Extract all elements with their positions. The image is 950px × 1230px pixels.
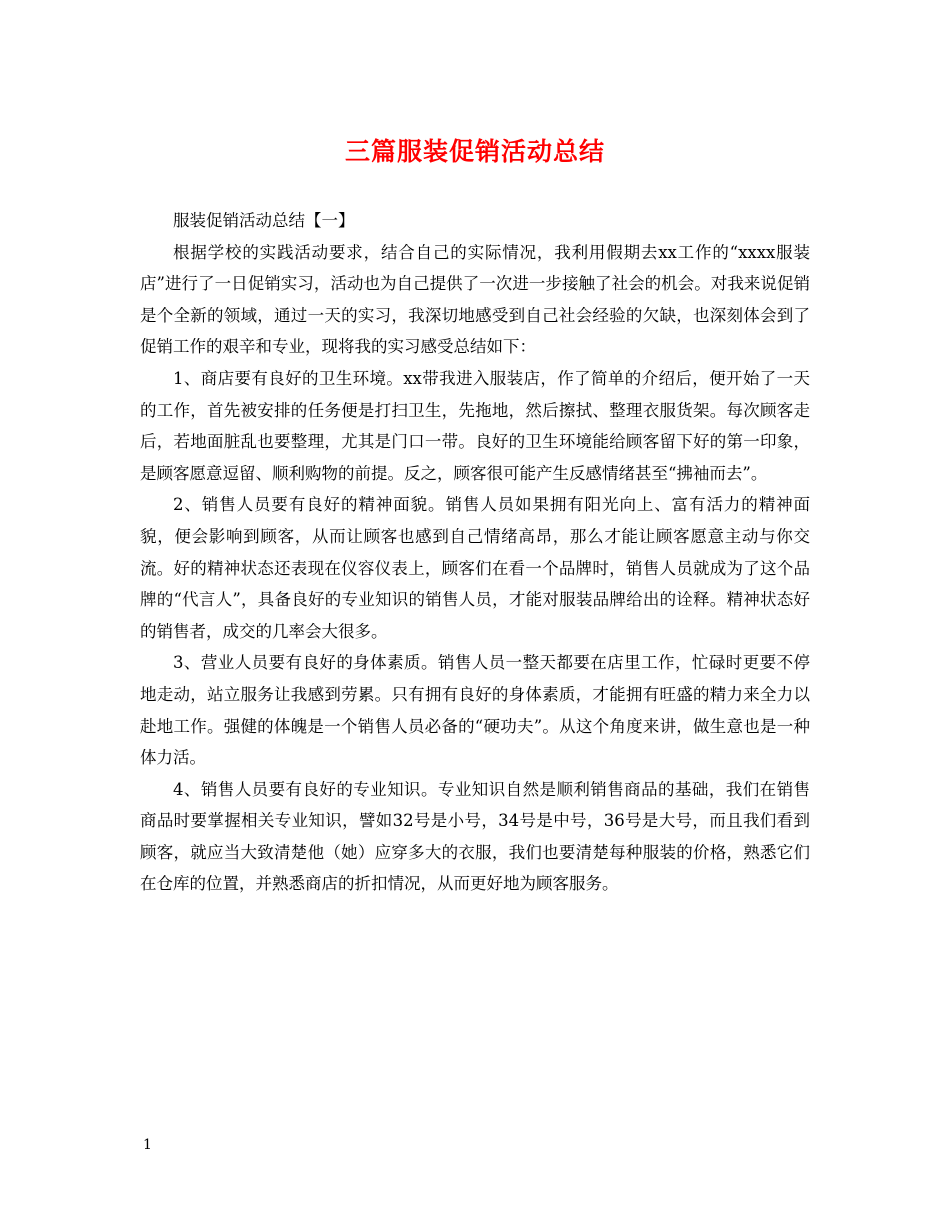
document-title: 三篇服装促销活动总结	[344, 137, 605, 166]
paragraph-physical: 3、营业人员要有良好的身体素质。销售人员一整天都要在店里工作，忙碌时更要不停地走动，站立服务让我感到劳累。只有拥有良好的身体素质，才能拥有旺盛的精力来全力以赴地工作。强健的体魄是一个销售人员必备的“硬功夫”。从这个角度来讲，做生意也是一种体力活。	[140, 653, 810, 768]
section-heading: 服装促销活动总结【一】	[173, 211, 355, 230]
page-number: 1	[143, 1137, 152, 1153]
document-body	[140, 205, 810, 900]
paragraph-knowledge: 4、销售人员要有良好的专业知识。专业知识自然是顺利销售商品的基础，我们在销售商品时要掌握相关专业知识，譬如32号是小号，34号是中号，36号是大号，而且我们看到顾客，就应当大致清楚他（她）应穿多大的衣服，我们也要清楚每种服装的价格，熟悉它们在仓库的位置，并熟悉商店的折扣情况，从而更好地为顾客服务。	[140, 779, 810, 894]
paragraph-spirit: 2、销售人员要有良好的精神面貌。销售人员如果拥有阳光向上、富有活力的精神面貌，便会影响到顾客，从而让顾客也感到自己情绪高昂，那么才能让顾客愿意主动与你交流。好的精神状态还表现在仪容仪表上，顾客们在看一个品牌时，销售人员就成为了这个品牌的“代言人”，具备良好的专业知识的销售人员，才能对服装品牌给出的诠释。精神状态好的销售者，成交的几率会大很多。	[140, 495, 810, 641]
paragraph-intro: 根据学校的实践活动要求，结合自己的实际情况，我利用假期去xx工作的“xxxx服装店”进行了一日促销实习，活动也为自己提供了一次进一步接触了社会的机会。对我来说促销是个全新的领域，通过一天的实习，我深切地感受到自己社会经验的欠缺，也深刻体会到了促销工作的艰辛和专业，现将我的实习感受总结如下：	[140, 242, 810, 357]
paragraph-hygiene: 1、商店要有良好的卫生环境。xx带我进入服装店，作了简单的介绍后，便开始了一天的工作，首先被安排的任务便是打扫卫生，先拖地，然后擦拭、整理衣服货架。每次顾客走后，若地面脏乱也要整理，尤其是门口一带。良好的卫生环境能给顾客留下好的第一印象，是顾客愿意逗留、顺利购物的前提。反之，顾客很可能产生反感情绪甚至“拂袖而去”。	[140, 368, 810, 483]
